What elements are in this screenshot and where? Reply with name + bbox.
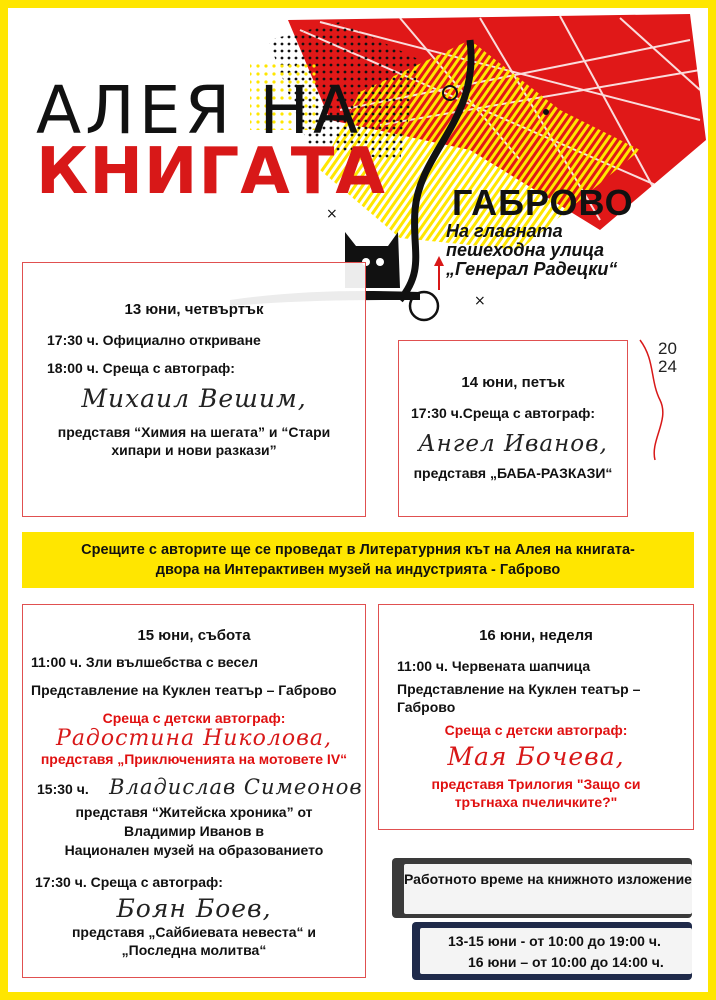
day15-heading: 15 юни, събота xyxy=(137,627,251,644)
day16-heading: 16 юни, неделя xyxy=(479,627,593,644)
day15-item2: Представление на Куклен театър – Габрово xyxy=(31,682,337,698)
day15-presents2-l2: Владимир Иванов в xyxy=(123,823,265,839)
year xyxy=(658,340,677,376)
day13-item2: 18:00 ч. Среща с автограф: xyxy=(47,360,235,376)
subtitle xyxy=(446,222,617,279)
title-line1: АЛЕЯ НА xyxy=(36,72,363,149)
subtitle-line1: На главната xyxy=(446,221,563,241)
day13-heading: 13 юни, четвъртък xyxy=(124,301,264,318)
day15-item1: 11:00 ч. Зли вълшебства с весел xyxy=(31,654,258,670)
venue-banner xyxy=(22,532,694,588)
day13-author: Михаил Вешим, xyxy=(81,384,307,413)
banner-line1: Срещите с авторите ще се проведат в Литературния кът на Алея на книгата- xyxy=(81,542,635,558)
subtitle-line2: пешеходна улица xyxy=(446,240,604,260)
day15-presents2-l1: представя “Житейска хроника” от xyxy=(75,804,313,820)
year-bottom: 24 xyxy=(658,357,677,376)
day15-presents2-l3: Национален музей на образованието xyxy=(64,842,324,858)
subtitle-line3: „Генерал Радецки“ xyxy=(446,259,618,279)
day15-presents3 xyxy=(23,923,365,959)
day15-kids-author: Радостина Николова, xyxy=(56,726,332,751)
day16-kids-author: Мая Бочева, xyxy=(447,742,625,771)
svg-text:×: × xyxy=(326,206,338,222)
day16-kids-presents: представя Трилогия "Защо си тръгнаха пчеличките?" xyxy=(431,776,641,810)
day13-item1: 17:30 ч. Официално откриване xyxy=(47,332,261,348)
day14-presents: представя „БАБА-РАЗКАЗИ“ xyxy=(413,465,613,481)
day13-presents: представя “Химия на шегата” и “Стари хипари и нови разкази” xyxy=(57,424,331,458)
day14-item1: 17:30 ч.Среща с автограф: xyxy=(411,405,596,421)
hours-row1: 13-15 юни - от 10:00 до 19:00 ч. xyxy=(448,933,661,949)
day16-item1: 11:00 ч. Червената шапчица xyxy=(397,658,591,674)
day14-author: Ангел Иванов, xyxy=(418,431,608,457)
day14-box xyxy=(398,340,628,517)
day15-author3: Боян Боев, xyxy=(116,894,272,923)
day15-presents3-l2: „Последна молитва“ xyxy=(121,942,267,958)
day15-author2: Владислав Симеонов xyxy=(109,775,363,799)
year-top: 20 xyxy=(658,339,677,358)
day14-heading: 14 юни, петък xyxy=(461,374,565,391)
hours-row2: 16 юни – от 10:00 до 14:00 ч. xyxy=(468,954,664,970)
day15-time2: 15:30 ч. xyxy=(37,781,89,797)
day16-box xyxy=(378,604,694,830)
hours-title: Работното време на книжното изложение xyxy=(404,864,692,914)
day16-item2: Представление на Куклен театър – Габрово xyxy=(397,681,641,715)
day15-box xyxy=(22,604,366,978)
day15-kids-presents: представя „Приключенията на мотовете IV“ xyxy=(40,751,348,767)
hours-rows xyxy=(420,928,692,974)
svg-text:×: × xyxy=(474,293,486,309)
day15-kids-title: Среща с детски автограф: xyxy=(102,710,286,726)
title-line2: КНИГАТА xyxy=(36,135,386,209)
day15-presents3-l1: представя „Сайбиевата невеста“ и xyxy=(71,924,317,940)
day13-box xyxy=(22,262,366,517)
day15-item3: 17:30 ч. Среща с автограф: xyxy=(35,874,223,890)
day15-presents2 xyxy=(23,803,365,860)
city-name: ГАБРОВО xyxy=(452,182,634,223)
day16-kids-title: Среща с детски автограф: xyxy=(444,722,628,738)
banner-line2: двора на Интерактивен музей на индустрията - Габрово xyxy=(155,562,561,578)
